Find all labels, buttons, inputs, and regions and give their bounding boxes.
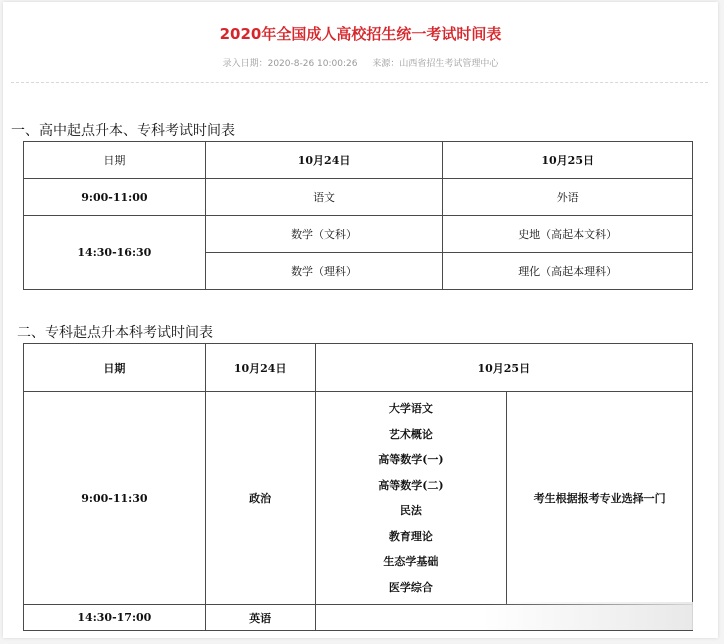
list-item: 民法 xyxy=(399,504,422,517)
subject-cell: 语文 xyxy=(205,179,443,216)
time-cell: 9:00-11:30 xyxy=(24,392,206,605)
list-item: 高等数学(二) xyxy=(378,478,444,492)
entry-date: 录入日期：2020-8-26 10:00:26 xyxy=(222,59,358,69)
list-item: 教育理论 xyxy=(388,529,433,543)
subject-list xyxy=(316,392,507,604)
header-day1: 10月24日 xyxy=(205,142,443,179)
table-row xyxy=(24,142,693,179)
section2-heading: 二、专科起点升本科考试时间表 xyxy=(17,325,213,341)
note-cell: 考生根据报考专业选择一门 xyxy=(507,392,693,605)
page-title: 2020年全国成人高校招生统一考试时间表 xyxy=(219,25,502,43)
header-date: 日期 xyxy=(24,142,206,179)
section1-heading: 一、高中起点升本、专科考试时间表 xyxy=(11,123,235,139)
subject-cell: 英语 xyxy=(205,605,315,631)
subject-cell: 数学（文科） xyxy=(205,216,443,253)
article-source: 来源：山西省招生考试管理中心 xyxy=(372,59,499,69)
table-row xyxy=(24,179,693,216)
list-item: 高等数学(一) xyxy=(378,453,444,466)
time-cell: 9:00-11:00 xyxy=(24,179,206,216)
table-row xyxy=(24,392,693,605)
subject-cell: 理化（高起本理科） xyxy=(443,253,693,290)
subject-cell: 史地（高起本文科） xyxy=(443,216,693,253)
article-page xyxy=(3,2,718,638)
header-day1: 10月24日 xyxy=(205,344,315,392)
table-row xyxy=(24,216,693,253)
list-item: 生态学基础 xyxy=(383,555,439,568)
subject-cell: 数学（理科） xyxy=(205,253,443,290)
header-day2: 10月25日 xyxy=(315,344,692,392)
header-date: 日期 xyxy=(24,344,206,392)
list-item: 艺术概论 xyxy=(388,427,433,441)
schedule-table-1 xyxy=(23,141,693,290)
header-day2: 10月25日 xyxy=(443,142,693,179)
list-item: 大学语文 xyxy=(388,402,433,415)
time-cell: 14:30-17:00 xyxy=(24,605,206,631)
schedule-table-2 xyxy=(23,343,693,631)
subject-list-cell xyxy=(315,392,507,605)
subject-cell: 政治 xyxy=(205,392,315,605)
article-meta xyxy=(3,56,718,69)
fade-overlay xyxy=(483,602,693,630)
list-item: 医学综合 xyxy=(388,580,433,594)
table-row xyxy=(24,344,693,392)
title-divider xyxy=(11,82,708,83)
subject-cell: 外语 xyxy=(443,179,693,216)
time-cell: 14:30-16:30 xyxy=(24,216,206,290)
